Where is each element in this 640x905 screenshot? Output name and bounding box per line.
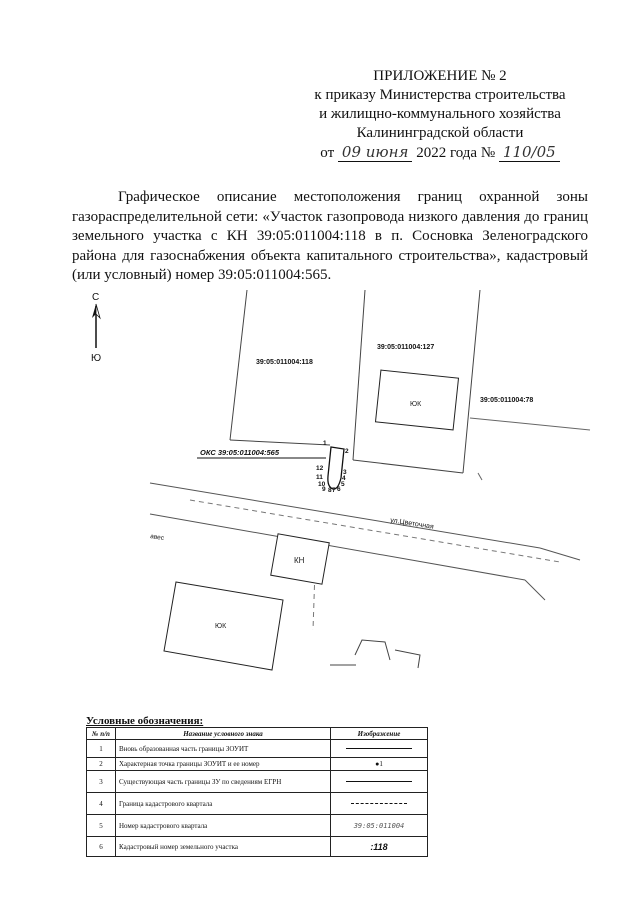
parcel-118-label: 39:05:011004:118 bbox=[256, 359, 313, 366]
legend-row-number: 1 bbox=[87, 740, 116, 758]
legend-row-name: Характерная точка границы ЗОУИТ и ее номер bbox=[116, 758, 331, 771]
point-label: 12 bbox=[316, 465, 324, 472]
appendix-region-line: Калининградской области bbox=[356, 125, 524, 141]
date-suffix: 2022 года № bbox=[416, 145, 496, 161]
appendix-title: ПРИЛОЖЕНИЕ № 2 bbox=[373, 68, 507, 84]
legend-header-row bbox=[87, 728, 428, 740]
point-label: 5 bbox=[341, 481, 345, 488]
legend-row-number: 4 bbox=[87, 793, 116, 815]
legend-row bbox=[87, 740, 428, 758]
legend-sample-point: ●1 bbox=[331, 758, 428, 771]
point-label: 11 bbox=[316, 474, 323, 481]
parcel-78-label: 39:05:011004:78 bbox=[480, 397, 534, 404]
legend-row-name: Номер кадастрового квартала bbox=[116, 815, 331, 837]
point-label: 4 bbox=[342, 475, 346, 482]
legend-row-name: Существующая часть границы ЗУ по сведениям ЕГРН bbox=[116, 771, 331, 793]
legend-row bbox=[87, 771, 428, 793]
building-kn-label: КН bbox=[294, 556, 305, 565]
legend-row-name: Вновь образованная часть границы ЗОУИТ bbox=[116, 740, 331, 758]
point-label: 1 bbox=[323, 440, 327, 447]
street-label: ул.Цветочная bbox=[389, 517, 435, 531]
point-dot-icon: ● bbox=[375, 760, 380, 768]
legend-title: Условные обозначения: bbox=[86, 715, 204, 727]
legend-row bbox=[87, 837, 428, 857]
building-uk-north bbox=[375, 370, 458, 430]
north-label: С bbox=[92, 292, 100, 303]
point-label: 6 bbox=[337, 486, 341, 493]
street-label-cut: авес bbox=[149, 533, 165, 542]
legend-sample-bold-text: :118 bbox=[331, 837, 428, 857]
handwritten-number: 110/05 bbox=[499, 143, 560, 162]
building-uk-north-label: ЮК bbox=[410, 401, 422, 408]
street-edges bbox=[150, 483, 580, 600]
legend-row-name: Граница кадастрового квартала bbox=[116, 793, 331, 815]
parcel-118-boundary bbox=[230, 290, 330, 445]
handwritten-date: 09 июня bbox=[338, 143, 413, 162]
appendix-ministry-line: и жилищно-коммунального хозяйства bbox=[319, 106, 561, 122]
building-uk-south-label: ЮК bbox=[215, 623, 227, 630]
south-label: Ю bbox=[91, 353, 102, 364]
legend-row-number: 5 bbox=[87, 815, 116, 837]
point-label: 7 bbox=[332, 487, 336, 494]
legend-col-image: Изображение bbox=[331, 728, 428, 740]
partial-structure bbox=[330, 640, 420, 668]
oks-label: ОКС 39:05:011004:565 bbox=[200, 448, 280, 457]
legend-row-name: Кадастровый номер земельного участка bbox=[116, 837, 331, 857]
legend-col-number: № п/п bbox=[87, 728, 116, 740]
point-label: 2 bbox=[345, 448, 349, 455]
legend-sample-text: 39:05:011004 bbox=[331, 815, 428, 837]
north-arrow bbox=[91, 292, 101, 364]
point-label: 10 bbox=[318, 481, 326, 488]
parcel-127-label: 39:05:011004:127 bbox=[377, 344, 435, 351]
legend-sample-dash-line bbox=[331, 793, 428, 815]
description-text: Графическое описание местоположения границ охранной зоны газораспределительной сети: «Участок газопровода низкого давления до границ земельного участка с КН 39:05:011004:118 в п. Сосновка Зеленоградского района для газоснабжения объекта капитального строительства», кадастровый (или условный) номер 39:05:011004:565. bbox=[72, 189, 588, 283]
point-label: 9 bbox=[322, 486, 326, 493]
point-label: 3 bbox=[343, 469, 347, 476]
parcel-78-boundary bbox=[470, 418, 590, 480]
legend-table bbox=[86, 727, 428, 857]
legend-row-number: 2 bbox=[87, 758, 116, 771]
legend-row bbox=[87, 758, 428, 771]
legend-row bbox=[87, 793, 428, 815]
date-prefix: от bbox=[320, 145, 335, 161]
legend-sample-solid-line bbox=[331, 771, 428, 793]
legend-row-number: 6 bbox=[87, 837, 116, 857]
legend-row-number: 3 bbox=[87, 771, 116, 793]
legend-row bbox=[87, 815, 428, 837]
legend-sample-solid-line bbox=[331, 740, 428, 758]
appendix-order-line: к приказу Министерства строительства bbox=[314, 87, 566, 103]
legend-col-name: Название условного знака bbox=[116, 728, 331, 740]
point-label: 8 bbox=[328, 487, 332, 494]
